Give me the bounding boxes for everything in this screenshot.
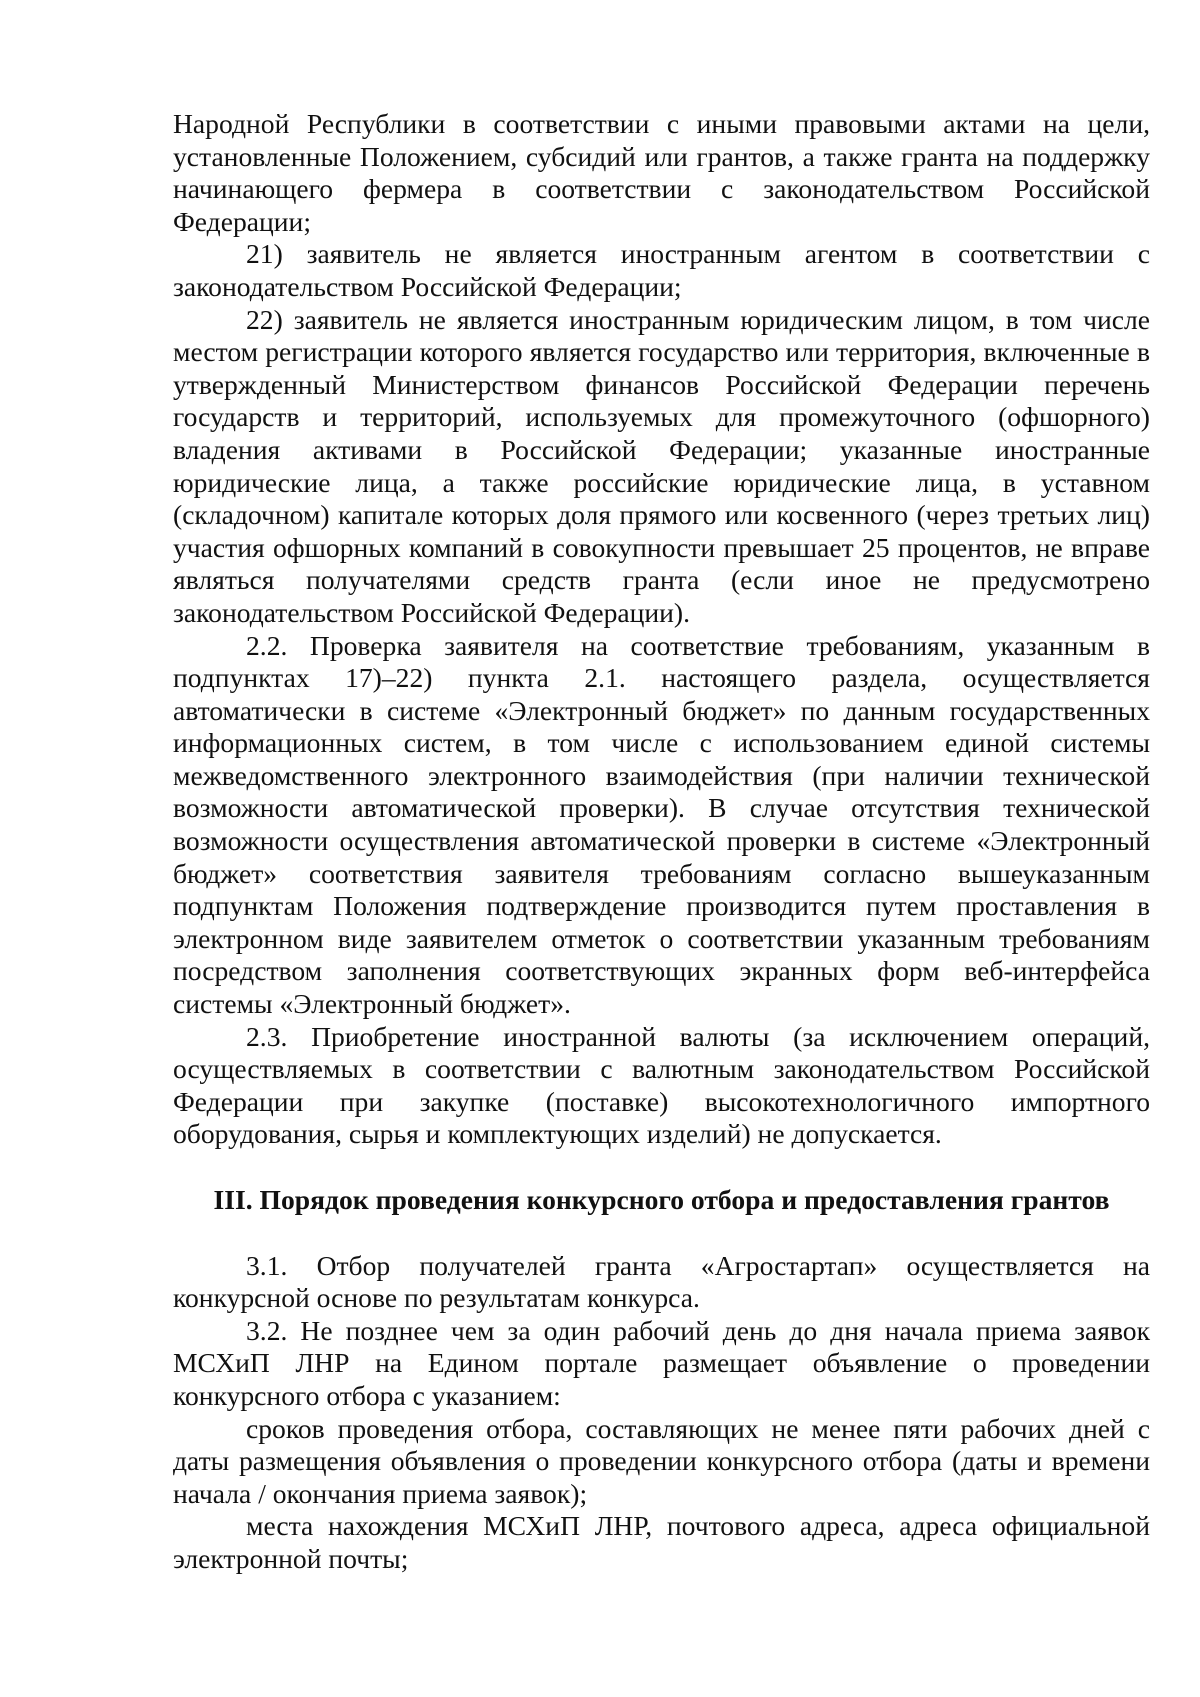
paragraph-continuation: Народной Республики в соответствии с иными правовыми актами на цели, установленные Положением, субсидий или грантов, а также гранта на поддержку начинающего фермера в соответствии с законодательством Российской Федерации; bbox=[173, 108, 1150, 237]
paragraph-3-1: 3.1. Отбор получателей гранта «Агростартап» осуществляется на конкурсной основе по результатам конкурса. bbox=[173, 1249, 1150, 1314]
paragraph-terms: сроков проведения отбора, составляющих не менее пяти рабочих дней с даты размещения объявления о проведении конкурсного отбора (даты и времени начала / окончания приема заявок); bbox=[173, 1412, 1150, 1509]
paragraph-item-21: 21) заявитель не является иностранным агентом в соответствии с законодательством Российской Федерации; bbox=[173, 238, 1150, 302]
paragraph-2-3: 2.3. Приобретение иностранной валюты (за исключением операций, осуществляемых в соответствии с валютным законодательством Российской Федерации при закупке (поставке) высокотехнологичного импортного оборудования, сырья и комплектующих изделий) не допускается. bbox=[173, 1020, 1150, 1150]
spacer bbox=[173, 1217, 1150, 1250]
paragraph-location: места нахождения МСХиП ЛНР, почтового адреса, адреса официальной электронной почты; bbox=[173, 1510, 1150, 1574]
section-heading: III. Порядок проведения конкурсного отбора и предоставления грантов bbox=[213, 1184, 1110, 1215]
document-page bbox=[173, 108, 1150, 1576]
paragraph-item-22: 22) заявитель не является иностранным юридическим лицом, в том числе местом регистрации которого является государство или территория, включенные в утвержденный Министерством финансов Российской Федерации перечень государств и территорий, используемых для промежуточного (офшорного) владения активами в Российской Федерации; указанные иностранные юридические лица, а также российские юридические лица, в уставном (складочном) капитале которых доля прямого или косвенного (через третьих лиц) участия офшорных компаний в совокупности превышает 25 процентов, не вправе являться получателями средств гранта (если иное не предусмотрено законодательством Российской Федерации). bbox=[173, 303, 1150, 628]
spacer bbox=[173, 1151, 1150, 1184]
paragraph-2-2: 2.2. Проверка заявителя на соответствие требованиям, указанным в подпунктах 17)–22) пункта 2.1. настоящего раздела, осуществляется автоматически в системе «Электронный бюджет» по данным государственных информационных систем, в том числе с использованием единой системы межведомственного электронного взаимодействия (при наличии технической возможности автоматической проверки). В случае отсутствия технической возможности осуществления автоматической проверки в системе «Электронный бюджет» соответствия заявителя требованиям согласно вышеуказанным подпунктам Положения подтверждение производится путем проставления в электронном виде заявителем отметок о соответствии указанным требованиям посредством заполнения соответствующих экранных форм веб-интерфейса системы «Электронный бюджет». bbox=[173, 629, 1150, 1020]
paragraph-3-2: 3.2. Не позднее чем за один рабочий день до дня начала приема заявок МСХиП ЛНР на Едином портале размещает объявление о проведении конкурсного отбора с указанием: bbox=[173, 1314, 1150, 1411]
